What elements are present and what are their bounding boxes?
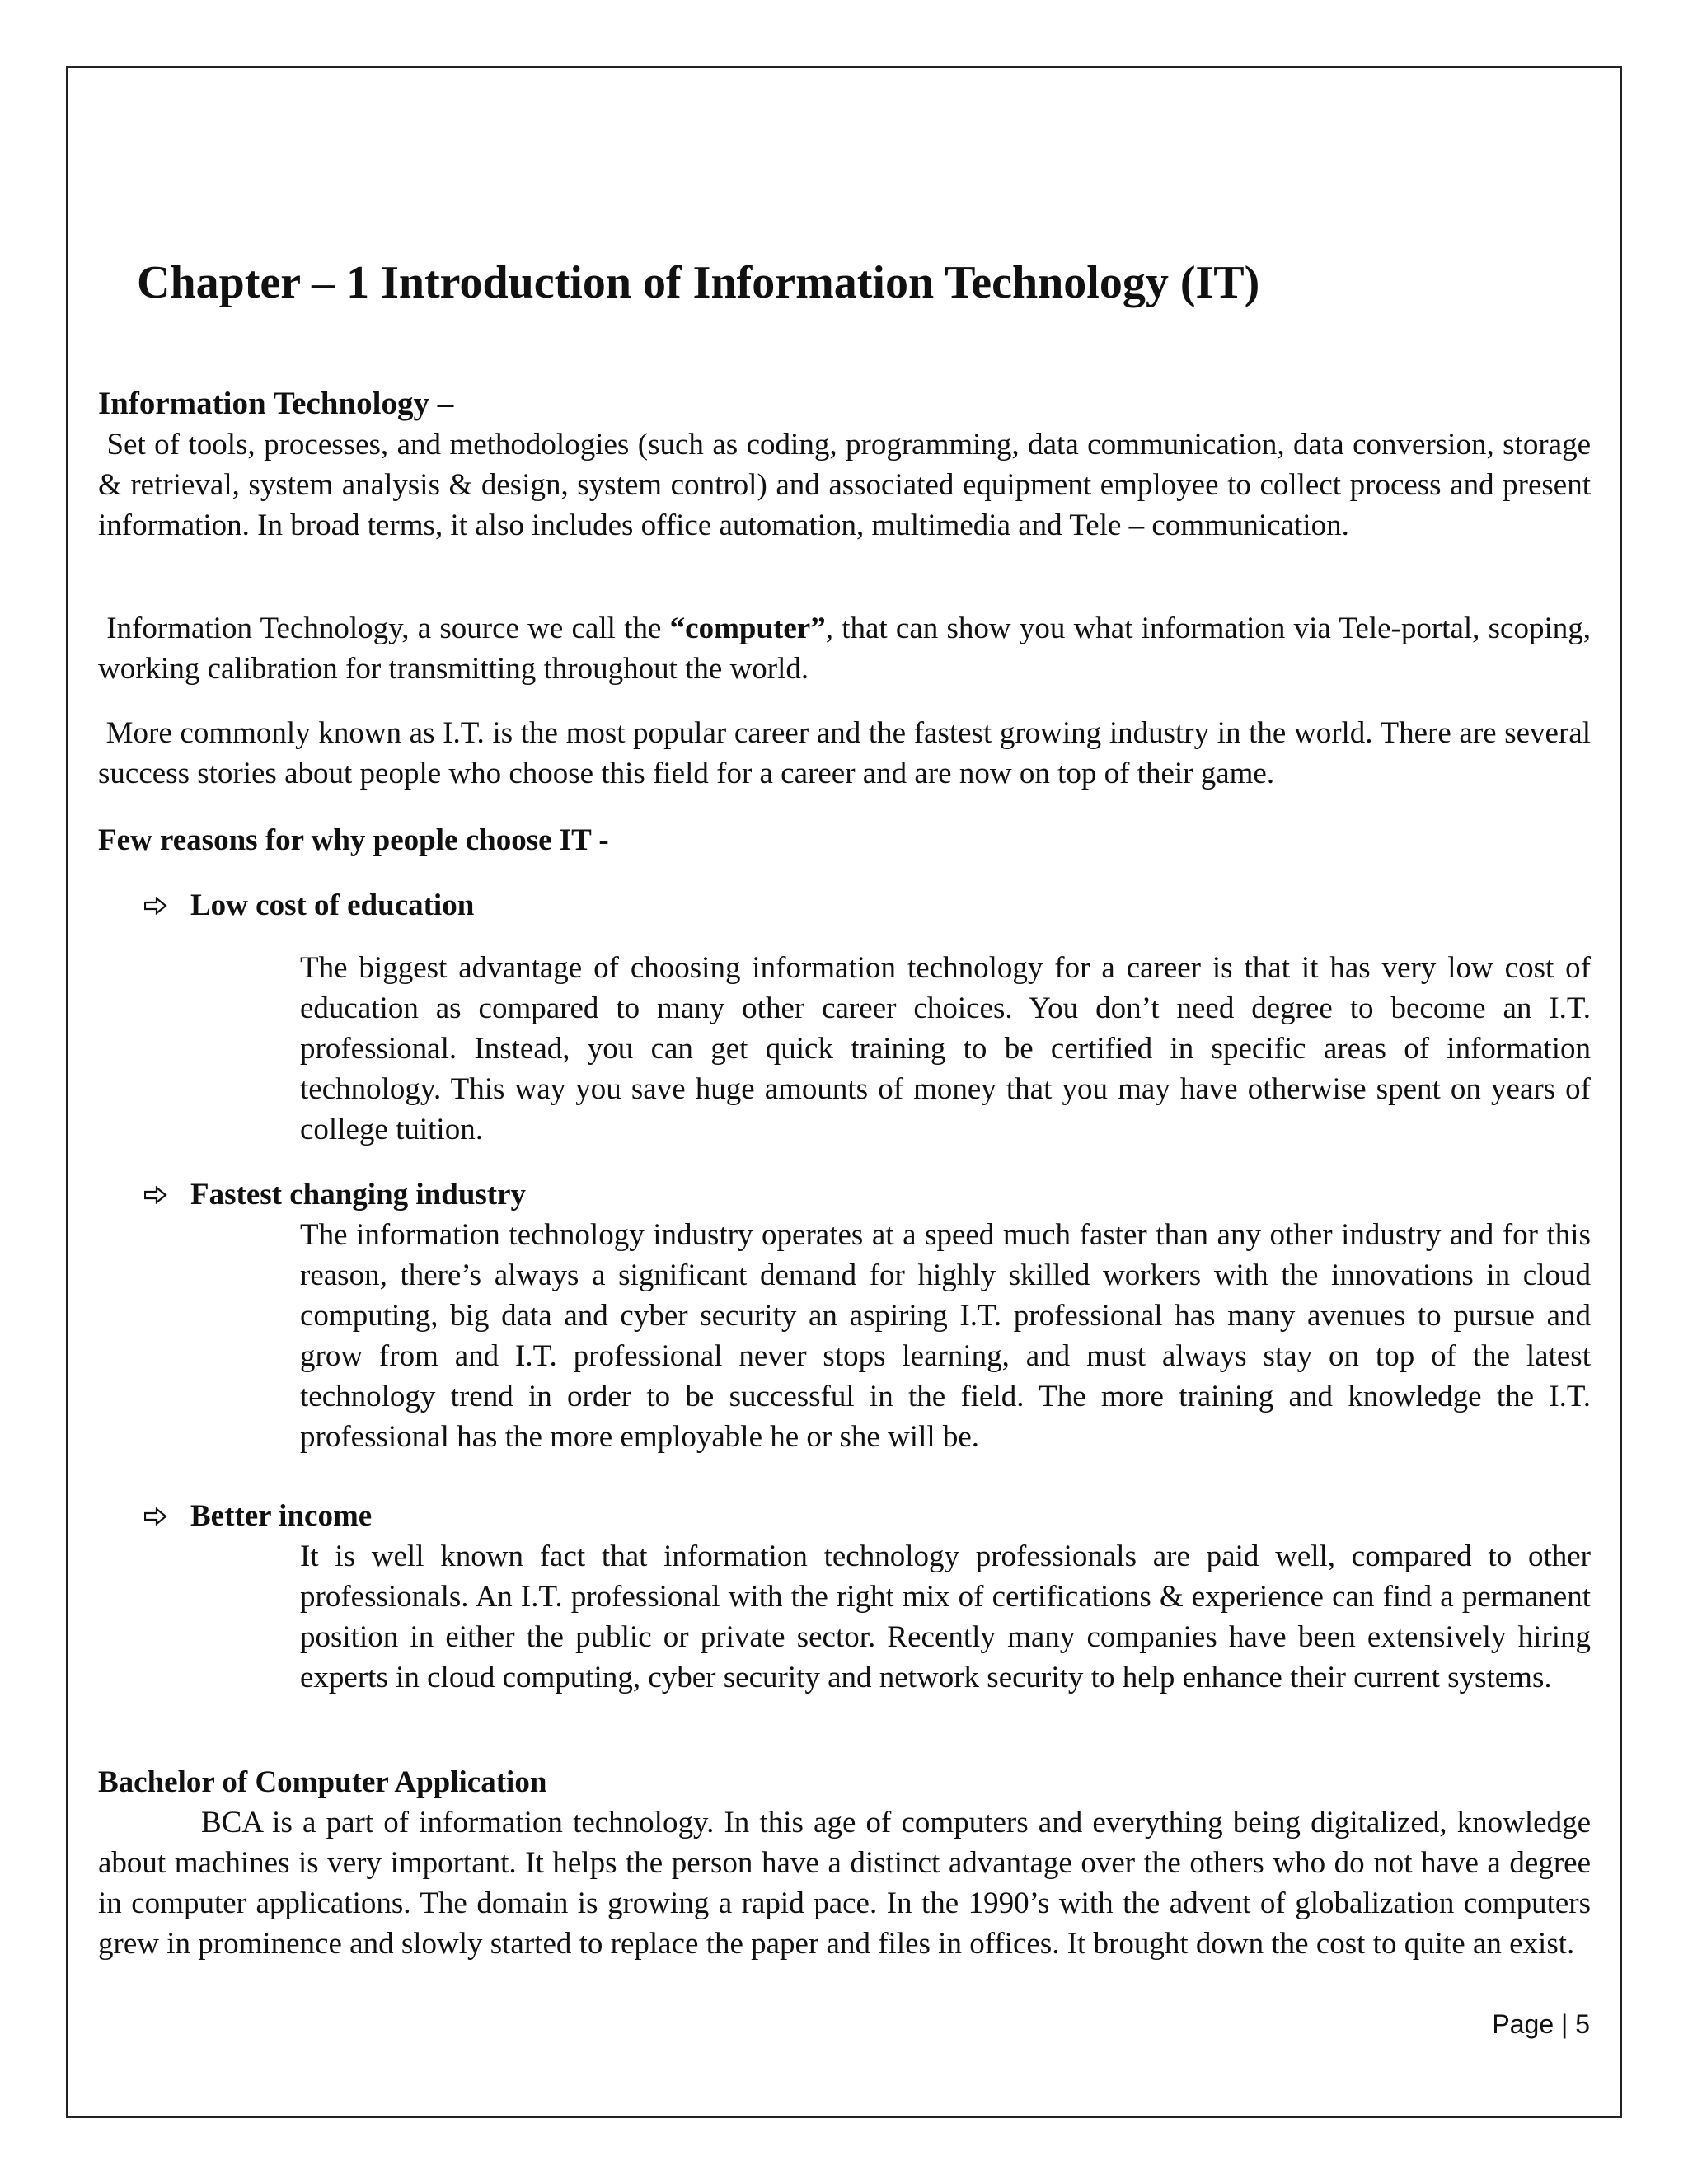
para2-text-start: Information Technology, a source we call the xyxy=(98,612,670,645)
reason-body-fastest-changing: The information technology industry operates at a speed much faster than any other industry and for this reason, there’s always a significant demand for highly skilled workers with the innovations in cloud computing, big data and cyber security an aspiring I.T. professional has many avenues to pursue and grow from and I.T. professional never stops learning, and must always stay on top of the latest technology trend in order to be successful in the field. The more training and knowledge the I.T. professional has the more employable he or she will be. xyxy=(300,1218,1591,1454)
reason-item-better-income xyxy=(144,1496,372,1536)
it-career-paragraph: More commonly known as I.T. is the most popular career and the fastest growing industry in the world. There are several success stories about people who choose this field for a career and are now on top of their game. xyxy=(98,716,1599,790)
reason-title: Fastest changing industry xyxy=(190,1178,527,1212)
bca-heading: Bachelor of Computer Application xyxy=(98,1765,547,1799)
reason-item-low-cost xyxy=(144,885,474,926)
it-definition-paragraph: Set of tools, processes, and methodologies (such as coding, programming, data communication, data conversion, storage & retrieval, system analysis & design, system control) and associated equipment employee to collect process and present information. In broad terms, it also includes office automation, multimedia and Tele – communication. xyxy=(98,428,1599,542)
page-number: Page | 5 xyxy=(1492,2009,1590,2039)
reason-body-low-cost: The biggest advantage of choosing information technology for a career is that it has very low cost of education as compared to many other career choices. You don’t need degree to become an I.T. professional. Instead, you can get quick training to be certified in specific areas of information technology. This way you save huge amounts of money that you may have otherwise spent on years of college tuition. xyxy=(300,951,1591,1146)
it-computer-paragraph xyxy=(98,608,1599,689)
bca-paragraph: BCA is a part of information technology. In this age of computers and everything being digitalized, knowledge about machines is very important. It helps the person have a distinct advantage over the others who do not have a degree in computer applications. The domain is growing a rapid pace. In the 1990’s with the advent of globalization computers grew in prominence and slowly started to replace the paper and files in offices. It brought down the cost to quite an exist. xyxy=(98,1806,1591,1961)
section-heading-it: Information Technology – xyxy=(98,386,454,421)
reason-title: Low cost of education xyxy=(190,888,475,922)
reasons-heading: Few reasons for why people choose IT - xyxy=(98,823,609,857)
right-arrow-icon xyxy=(144,1507,167,1526)
it-section xyxy=(98,383,1599,546)
right-arrow-icon xyxy=(144,1186,167,1204)
bca-section xyxy=(98,1762,1591,1964)
reason-body-better-income: It is well known fact that information technology professionals are paid well, compared to other professionals. An I.T. professional with the right mix of certifications & experience can find a permanent position in either the public or private sector. Recently many companies have been extensively hiring experts in cloud computing, cyber security and network security to help enhance their current systems. xyxy=(300,1540,1591,1694)
reasons-heading-wrap xyxy=(98,820,1591,860)
reason-item-fastest-changing xyxy=(144,1174,526,1215)
right-arrow-icon xyxy=(144,897,167,915)
reason-title: Better income xyxy=(190,1499,373,1533)
computer-term: “computer” xyxy=(669,612,826,645)
chapter-title: Chapter – 1 Introduction of Information Technology (IT) xyxy=(137,257,1260,308)
para2-text-end: , that can show you what information via Tele-portal, scoping, working calibration for transmitting throughout the world. xyxy=(98,612,1599,686)
